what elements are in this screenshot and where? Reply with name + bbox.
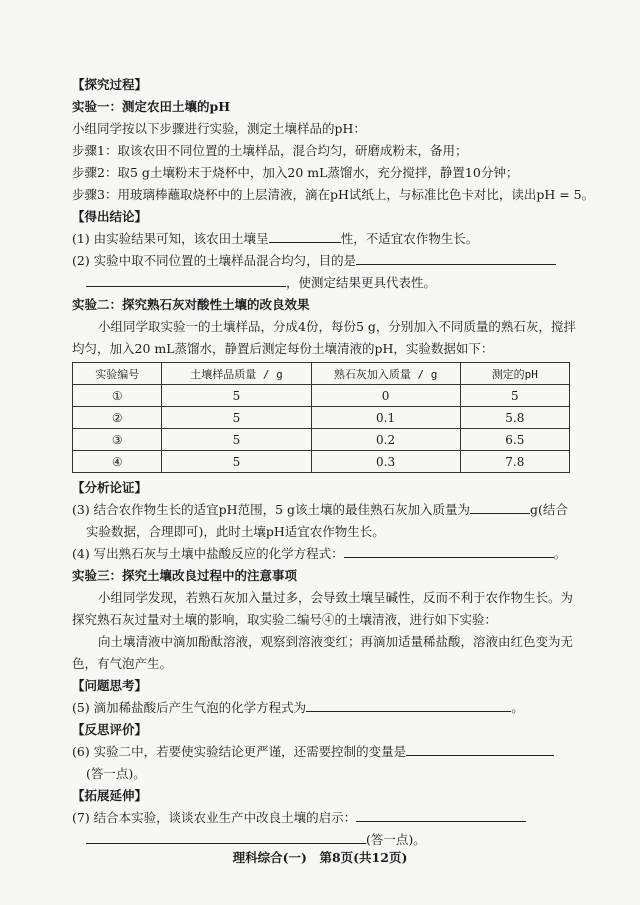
question-3-cont: 实验数据，合理即可)，此时土壤pH适宜农作物生长。 bbox=[86, 524, 385, 539]
answer-blank-1[interactable] bbox=[269, 228, 341, 243]
experiment2-para-1: 小组同学取实验一的土壤样品，分成4份，每份5 g，分别加入不同质量的熟石灰，搅拌 bbox=[98, 319, 576, 334]
question-7-tail: (答一点)。 bbox=[366, 832, 426, 847]
answer-blank-4[interactable] bbox=[344, 543, 554, 558]
table-cell: ③ bbox=[73, 429, 162, 451]
answer-blank-6[interactable] bbox=[406, 741, 554, 756]
page-content bbox=[72, 74, 595, 851]
table-header-row bbox=[73, 363, 570, 385]
question-2-tail: ，使测定结果更具代表性。 bbox=[286, 275, 437, 290]
answer-blank-7a[interactable] bbox=[356, 807, 526, 822]
experiment1-title: 实验一：测定农田土壤的pH bbox=[72, 99, 231, 114]
question-4-text: (4) 写出熟石灰与土壤中盐酸反应的化学方程式： bbox=[72, 546, 344, 561]
table-cell: 5 bbox=[162, 385, 311, 407]
step-2: 步骤2：取5 g土壤粉末于烧杯中，加入20 mL蒸馏水，充分搅拌，静置10分钟； bbox=[72, 165, 519, 180]
data-table bbox=[72, 362, 570, 473]
table-cell: ② bbox=[73, 407, 162, 429]
question-5-tail: 。 bbox=[511, 700, 524, 715]
answer-blank-7b[interactable] bbox=[86, 829, 366, 844]
heading-question: 【问题思考】 bbox=[72, 678, 148, 693]
question-5 bbox=[72, 697, 572, 719]
question-1-text: (1) 由实验结果可知，该农田土壤呈 bbox=[72, 231, 269, 246]
table-row bbox=[73, 385, 570, 407]
table-header: 测定的pH bbox=[460, 363, 569, 385]
heading-process: 【探究过程】 bbox=[72, 77, 148, 92]
question-6-cont: (答一点)。 bbox=[86, 766, 146, 781]
table-cell: 0.3 bbox=[311, 451, 460, 473]
question-2 bbox=[72, 250, 572, 272]
experiment3-para-3: 向土壤清液中滴加酚酞溶液，观察到溶液变红；再滴加适量稀盐酸，溶液由红色变为无 bbox=[98, 634, 574, 649]
table-header: 熟石灰加入质量 / g bbox=[311, 363, 460, 385]
question-1-tail: 性，不适宜农作物生长。 bbox=[340, 231, 479, 246]
table-cell: 0.1 bbox=[311, 407, 460, 429]
question-6 bbox=[72, 741, 572, 763]
table-cell: 5.8 bbox=[460, 407, 569, 429]
table-header: 土壤样品质量 / g bbox=[162, 363, 311, 385]
question-7-text: (7) 结合本实验，谈谈农业生产中改良土壤的启示： bbox=[72, 810, 357, 825]
heading-reflect: 【反思评价】 bbox=[72, 722, 148, 737]
answer-blank-2a[interactable] bbox=[356, 250, 556, 265]
question-2-cont bbox=[72, 272, 572, 294]
question-7 bbox=[72, 807, 572, 829]
experiment3-title: 实验三：探究土壤改良过程中的注意事项 bbox=[72, 568, 298, 583]
experiment1-intro: 小组同学按以下步骤进行实验，测定土壤样品的pH： bbox=[72, 121, 366, 136]
step-3: 步骤3：用玻璃棒蘸取烧杯中的上层清液，滴在pH试纸上，与标准比色卡对比，读出pH = 5。 bbox=[72, 187, 595, 202]
question-3-text: (3) 结合农作物生长的适宜pH范围，5 g该土壤的最佳熟石灰加入质量为 bbox=[72, 502, 471, 517]
question-5-text: (5) 滴加稀盐酸后产生气泡的化学方程式为 bbox=[72, 700, 307, 715]
experiment3-para-4: 色，有气泡产生。 bbox=[72, 656, 173, 671]
heading-extend: 【拓展延伸】 bbox=[72, 788, 148, 803]
question-2-text: (2) 实验中取不同位置的土壤样品混合均匀，目的是 bbox=[72, 253, 357, 268]
table-cell: 7.8 bbox=[460, 451, 569, 473]
heading-analysis: 【分析论证】 bbox=[72, 480, 148, 495]
question-6-text: (6) 实验二中，若要使实验结论更严谨，还需要控制的变量是 bbox=[72, 744, 407, 759]
heading-conclusion: 【得出结论】 bbox=[72, 209, 148, 224]
table-cell: 0 bbox=[311, 385, 460, 407]
question-3-unit: g(结合 bbox=[530, 502, 568, 517]
question-3 bbox=[72, 499, 572, 521]
experiment2-title: 实验二：探究熟石灰对酸性土壤的改良效果 bbox=[72, 297, 310, 312]
table-header: 实验编号 bbox=[73, 363, 162, 385]
page-footer: 理科综合(一) 第8页(共12页) bbox=[232, 850, 408, 865]
answer-blank-2b[interactable] bbox=[86, 272, 286, 287]
table-cell: 0.2 bbox=[311, 429, 460, 451]
answer-blank-3[interactable] bbox=[470, 499, 530, 514]
experiment3-para-2: 探究熟石灰过量对土壤的影响，取实验二编号④的土壤清液，进行如下实验： bbox=[72, 612, 498, 627]
table-row bbox=[73, 407, 570, 429]
step-1: 步骤1：取该农田不同位置的土壤样品，混合均匀，研磨成粉末，备用； bbox=[72, 143, 468, 158]
table-row bbox=[73, 451, 570, 473]
table-cell: 5 bbox=[162, 407, 311, 429]
experiment3-para-1: 小组同学发现，若熟石灰加入量过多，会导致土壤呈碱性，反而不利于农作物生长。为 bbox=[98, 590, 574, 605]
answer-blank-5[interactable] bbox=[306, 697, 511, 712]
question-4 bbox=[72, 543, 572, 565]
question-4-tail: 。 bbox=[553, 546, 567, 561]
question-1 bbox=[72, 228, 572, 250]
table-row bbox=[73, 429, 570, 451]
table-cell: 5 bbox=[162, 429, 311, 451]
table-cell: 6.5 bbox=[460, 429, 569, 451]
table-cell: 5 bbox=[460, 385, 569, 407]
table-cell: ④ bbox=[73, 451, 162, 473]
table-cell: 5 bbox=[162, 451, 311, 473]
table-cell: ① bbox=[73, 385, 162, 407]
experiment2-para-2: 均匀，加入20 mL蒸馏水，静置后测定每份土壤清液的pH，实验数据如下： bbox=[72, 341, 494, 356]
